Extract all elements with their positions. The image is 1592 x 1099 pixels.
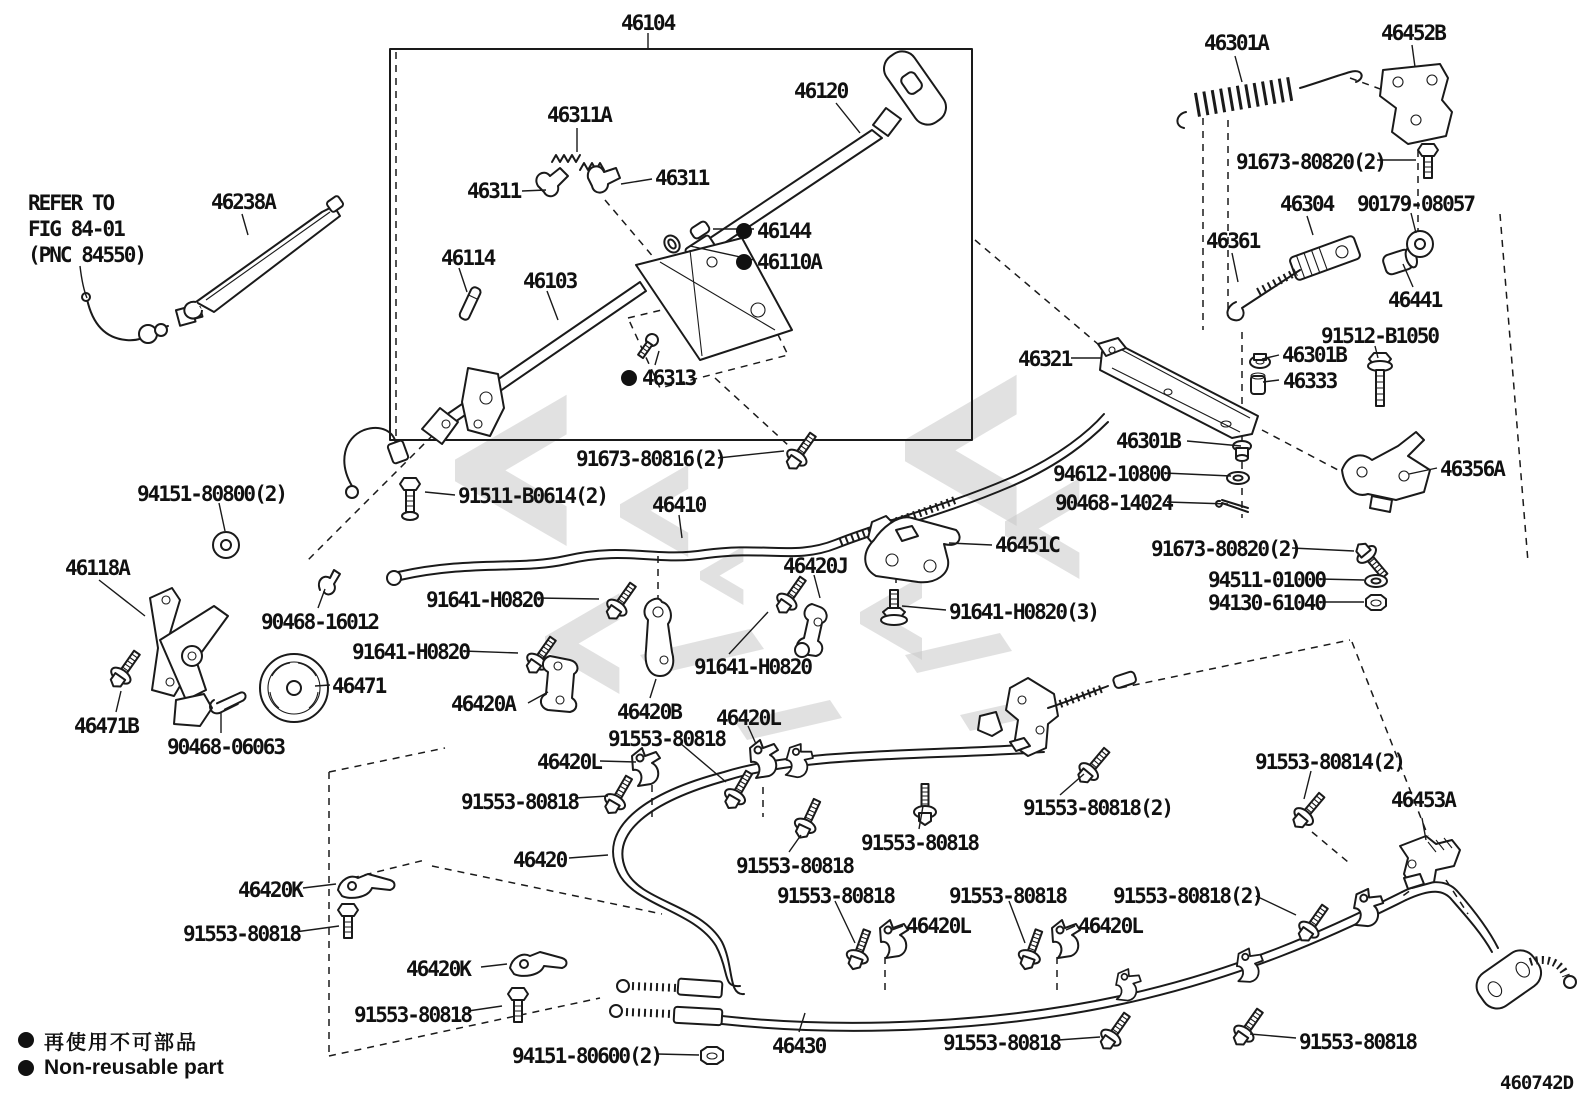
lever-46420b	[645, 599, 674, 676]
part-number-text: 46313	[642, 366, 696, 390]
cotter-pin-90468-14024	[1216, 500, 1248, 512]
part-label-9155380818	[949, 884, 1066, 908]
spring-46311a	[552, 155, 580, 162]
part-label-46420B	[617, 700, 681, 724]
bushing-46301b	[1233, 441, 1251, 461]
part-number-text: 46104	[621, 11, 675, 35]
part-label-91641H0820	[694, 655, 811, 679]
bolt-91553-80818	[843, 927, 878, 973]
part-number-text: 91641-H0820	[352, 640, 470, 664]
part-label-9155380818	[736, 854, 853, 878]
part-number-text: 46238A	[211, 190, 275, 214]
part-label-46114	[441, 246, 494, 270]
part-number-text: 46356A	[1440, 457, 1504, 481]
refer-note-line: FIG 84-01	[28, 217, 124, 241]
part-number-text: 94151-80600(2)	[512, 1044, 662, 1068]
part-label-46420K	[406, 957, 470, 981]
part-number-text: 91553-80818	[777, 884, 895, 908]
cable-guide	[781, 741, 816, 782]
part-number-text: 46311A	[547, 103, 611, 127]
part-label-9155380818	[183, 922, 300, 946]
part-number-text: 46301B	[1116, 429, 1180, 453]
part-label-46420	[513, 848, 566, 872]
part-label-91673808162	[576, 447, 725, 471]
part-number-text: 46441	[1388, 288, 1442, 312]
pulley-46471	[260, 654, 328, 722]
part-label-46420L	[906, 914, 970, 938]
part-label-46471	[332, 674, 385, 698]
part-label-9413061040	[1208, 591, 1325, 615]
part-number-text: 46420K	[406, 957, 470, 981]
part-number-text: 46114	[441, 246, 495, 270]
part-label-46453A	[1391, 788, 1455, 812]
adjuster-46304	[1289, 235, 1361, 281]
part-label-46441	[1388, 288, 1441, 312]
refer-note-line: REFER TO	[28, 191, 114, 215]
part-label-91641H08203	[949, 600, 1098, 624]
bolt-91553-80818	[914, 784, 936, 825]
part-number-text: 91553-80818	[943, 1031, 1061, 1055]
part-number-text: 46110A	[757, 250, 821, 274]
part-number-text: 91553-80818	[1299, 1030, 1417, 1054]
part-label-46420K	[238, 878, 302, 902]
part-number-text: 46410	[652, 493, 706, 517]
part-label-46120	[794, 79, 847, 103]
washer-94511-01000	[1365, 575, 1387, 587]
part-label-46452B	[1381, 21, 1445, 45]
part-label-9046806063	[167, 735, 284, 759]
bracket-46356a	[1342, 432, 1430, 500]
part-number-text: 46321	[1018, 347, 1072, 371]
part-number-text: 46311	[655, 166, 709, 190]
bolt-91553-80818-2	[1072, 743, 1115, 789]
part-label-46311	[655, 166, 708, 190]
part-label-46144	[736, 219, 810, 243]
part-label-46238A	[211, 190, 275, 214]
clamp-46420l	[632, 748, 660, 786]
part-label-46451C	[995, 533, 1059, 557]
part-label-9155380818	[777, 884, 894, 908]
part-label-46118A	[65, 556, 129, 580]
clamp-46311	[588, 166, 620, 192]
part-label-9046814024	[1055, 491, 1172, 515]
part-label-46356A	[1440, 457, 1504, 481]
part-label-46304	[1280, 192, 1333, 216]
bracket-46452b	[1380, 64, 1452, 144]
part-number-text: 94612-10800	[1053, 462, 1171, 486]
spring-46301a	[1196, 88, 1296, 105]
part-number-text: 46453A	[1391, 788, 1455, 812]
part-number-text: 46430	[772, 1034, 826, 1058]
part-number-text: 91673-80816(2)	[576, 447, 726, 471]
part-label-9155380818	[1299, 1030, 1416, 1054]
part-label-91641H0820	[352, 640, 469, 664]
part-label-46321	[1018, 347, 1071, 371]
part-number-text: 46333	[1283, 369, 1337, 393]
part-number-text: 91553-80818	[608, 727, 726, 751]
part-number-text: 91512-B1050	[1321, 324, 1439, 348]
part-number-text: 91511-B0614(2)	[458, 484, 608, 508]
pin-46114	[458, 286, 481, 321]
part-number-text: 46471B	[74, 714, 138, 738]
clamp-46420k	[338, 874, 395, 898]
washer-94612-10800	[1227, 472, 1249, 484]
part-label-46301B	[1116, 429, 1180, 453]
part-label-46103	[523, 269, 576, 293]
part-label-94151808002	[137, 482, 286, 506]
part-number-text: 46471	[332, 674, 386, 698]
part-number-text: 46420K	[238, 878, 302, 902]
grommet-90179-08057	[1407, 231, 1433, 257]
non-reusable-dot-icon	[621, 370, 637, 386]
clip-90468-06063	[208, 692, 248, 716]
part-number-text: 94151-80800(2)	[137, 482, 287, 506]
bolt-91553-80818	[599, 772, 639, 819]
bolt-91553-80814	[1287, 788, 1330, 834]
part-number-text: 46304	[1280, 192, 1334, 216]
part-label-91673808202	[1236, 150, 1385, 174]
part-number-text: 91641-H0820(3)	[949, 600, 1099, 624]
part-number-text: 91641-H0820	[694, 655, 812, 679]
refer-note	[28, 190, 145, 268]
clamp-46430	[1233, 947, 1265, 986]
refer-note-line: (PNC 84550)	[28, 243, 146, 267]
grommet-94151-80800	[213, 532, 239, 558]
part-number-text: 91553-80818	[949, 884, 1067, 908]
bolt-91553-80818	[790, 796, 827, 842]
part-number-text: 91553-80818	[861, 831, 979, 855]
part-label-46471B	[74, 714, 138, 738]
part-number-text: 91553-80818	[354, 1003, 472, 1027]
non-reusable-dot-icon	[736, 254, 752, 270]
part-label-9155380818	[943, 1031, 1060, 1055]
non-reusable-dot-icon	[18, 1060, 34, 1076]
part-label-91553808142	[1255, 750, 1404, 774]
clamp-46420l	[880, 920, 908, 958]
part-label-46301B	[1282, 343, 1346, 367]
part-number-text: 46361	[1206, 229, 1260, 253]
part-label-46420L	[1078, 914, 1142, 938]
clamp-46420k	[510, 952, 567, 976]
part-number-text: 91641-H0820	[426, 588, 544, 612]
legend-text-jp: 再使用不可部品	[44, 1029, 198, 1054]
part-label-46313	[621, 366, 695, 390]
part-number-text: 90468-06063	[167, 735, 285, 759]
part-number-text: 46452B	[1381, 21, 1445, 45]
part-number-text: 90179-08057	[1357, 192, 1475, 216]
part-label-9461210800	[1053, 462, 1170, 486]
part-number-text: 91553-80818	[183, 922, 301, 946]
part-number-text: 46420L	[906, 914, 970, 938]
bolt-46471b	[104, 646, 146, 692]
nut-94130-61040	[1366, 595, 1386, 610]
bolt-91553-80818	[1015, 927, 1050, 973]
part-number-text: 90468-16012	[261, 610, 379, 634]
part-label-9046816012	[261, 610, 378, 634]
part-label-46301A	[1204, 31, 1268, 55]
collar-46333	[1251, 373, 1265, 394]
part-label-91511B06142	[458, 484, 607, 508]
part-number-text: 91553-80818	[461, 790, 579, 814]
part-label-9155380818	[608, 727, 725, 751]
bolt-91553-80818	[719, 767, 759, 814]
part-number-text: 46301B	[1282, 343, 1346, 367]
part-number-text: 46420A	[451, 692, 515, 716]
part-number-text: 94511-01000	[1208, 568, 1326, 592]
part-number-text: 46420L	[1078, 914, 1142, 938]
part-number-text: 46420L	[537, 750, 601, 774]
bolt-91553-80818	[1227, 1004, 1269, 1050]
collar-46110a	[661, 233, 683, 256]
part-number-text: 46451C	[995, 533, 1059, 557]
part-number-text: 91553-80818(2)	[1023, 796, 1173, 820]
part-number-text: 46120	[794, 79, 848, 103]
clip-90468-16012	[319, 570, 340, 594]
part-number-text: 46420J	[783, 554, 847, 578]
clamp-46430	[1112, 967, 1143, 1004]
part-number-text: 90468-14024	[1055, 491, 1173, 515]
part-label-46420A	[451, 692, 515, 716]
non-reusable-dot-icon	[736, 223, 752, 239]
hook-46361	[1227, 270, 1300, 320]
part-label-46410	[652, 493, 705, 517]
bolt-91553-80818	[1094, 1008, 1136, 1054]
clamp-46311	[536, 168, 568, 196]
part-label-9155380818	[861, 831, 978, 855]
legend	[18, 1026, 224, 1082]
part-number-text: 91673-80820(2)	[1236, 150, 1386, 174]
part-number-text: 91553-80818	[736, 854, 854, 878]
figure-code: 460742D	[1500, 1072, 1574, 1094]
part-number-text: 46144	[757, 219, 811, 243]
legend-row-jp	[18, 1026, 224, 1054]
nut-94151-80600	[701, 1047, 723, 1064]
part-number-text: 91553-80814(2)	[1255, 750, 1405, 774]
part-label-46333	[1283, 369, 1336, 393]
bolt-91511-b0614	[400, 478, 420, 512]
part-label-46311A	[547, 103, 611, 127]
part-label-9017908057	[1357, 192, 1474, 216]
part-number-text: 46420B	[617, 700, 681, 724]
part-number-text: 94130-61040	[1208, 591, 1326, 615]
part-number-text: 91553-80818(2)	[1113, 884, 1263, 908]
part-label-46311	[467, 179, 520, 203]
part-label-9155380818	[354, 1003, 471, 1027]
part-label-46420L	[537, 750, 601, 774]
part-number-text: 46420L	[716, 706, 780, 730]
part-label-91641H0820	[426, 588, 543, 612]
part-label-94151806002	[512, 1044, 661, 1068]
clamp-46420l	[1052, 920, 1080, 958]
bolt-91673-80816	[780, 428, 822, 474]
arm-46321	[1100, 346, 1258, 438]
part-number-text: 46103	[523, 269, 577, 293]
part-number-text: 46301A	[1204, 31, 1268, 55]
legend-row-en	[18, 1054, 224, 1082]
part-label-46104	[621, 11, 674, 35]
part-label-91673808202	[1151, 537, 1300, 561]
part-label-46420L	[716, 706, 780, 730]
part-number-text: 46311	[467, 179, 521, 203]
part-number-text: 46118A	[65, 556, 129, 580]
lever-46238a	[196, 206, 340, 312]
non-reusable-dot-icon	[18, 1032, 34, 1048]
screw-46313	[636, 332, 661, 360]
part-label-46420J	[783, 554, 847, 578]
part-label-46361	[1206, 229, 1259, 253]
part-label-9451101000	[1208, 568, 1325, 592]
nut-46301b	[1250, 354, 1270, 368]
part-label-9155380818	[461, 790, 578, 814]
part-number-text: 46420	[513, 848, 567, 872]
part-label-91553808182	[1023, 796, 1172, 820]
part-label-46110A	[736, 250, 821, 274]
part-label-46430	[772, 1034, 825, 1058]
bolt-91512-b1050	[1368, 353, 1392, 406]
part-number-text: 91673-80820(2)	[1151, 537, 1301, 561]
cable-end-plate	[1470, 944, 1547, 1015]
legend-text-en: Non-reusable part	[44, 1056, 224, 1079]
bolt-91553-80818	[338, 904, 358, 938]
part-label-91553808182	[1113, 884, 1262, 908]
